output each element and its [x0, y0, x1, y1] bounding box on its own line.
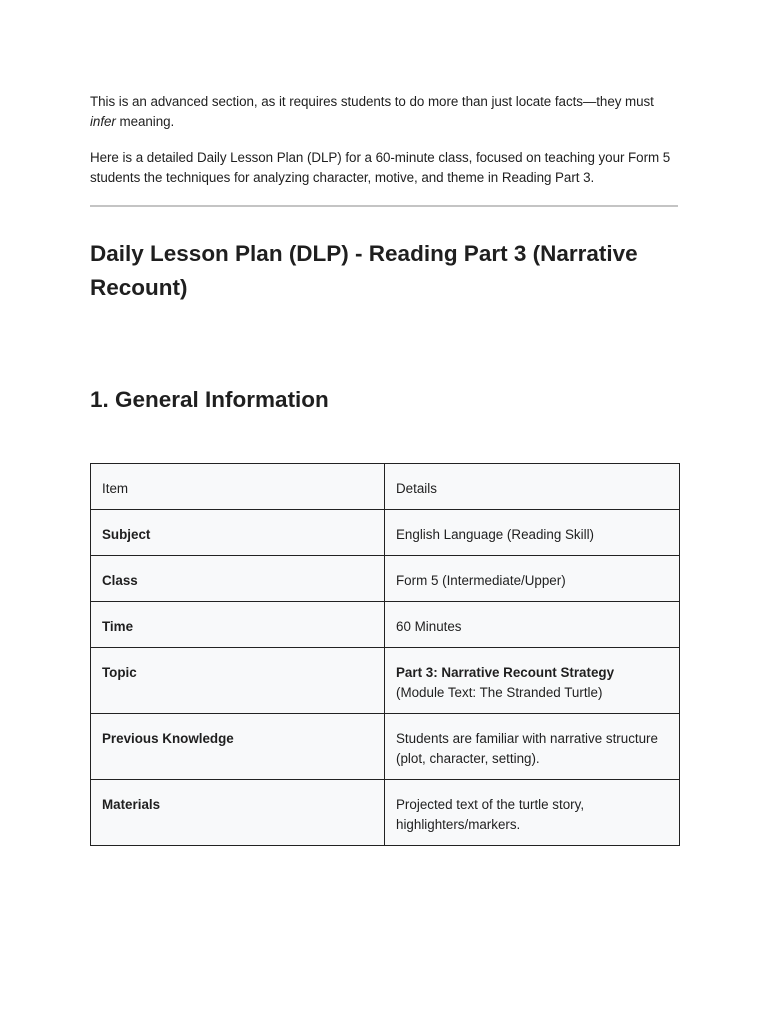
- intro-paragraph-1: [90, 92, 678, 132]
- section-heading-general-information: 1. General Information: [90, 387, 329, 412]
- table-row: [91, 556, 680, 602]
- table-item-cell: Topic: [91, 648, 385, 714]
- table-details-cell: Projected text of the turtle story, highlighters/markers.: [385, 780, 680, 846]
- table-details-cell: 60 Minutes: [385, 602, 680, 648]
- topic-module-text: (Module Text: The Stranded Turtle): [396, 685, 603, 700]
- intro-p1-end: meaning.: [115, 114, 175, 129]
- table-row: [91, 714, 680, 780]
- intro-p1-italic: infer: [90, 114, 116, 129]
- page-title: Daily Lesson Plan (DLP) - Reading Part 3 (Narrative Recount): [90, 241, 638, 300]
- table-item-cell: Subject: [91, 510, 385, 556]
- table-details-cell: Students are familiar with narrative structure (plot, character, setting).: [385, 714, 680, 780]
- table-row: [91, 648, 680, 714]
- table-row: [91, 510, 680, 556]
- table-header-row: [91, 464, 680, 510]
- table-row: [91, 602, 680, 648]
- table-header-cell: Details: [385, 464, 680, 510]
- table-item-cell: Previous Knowledge: [91, 714, 385, 780]
- general-information-table: [90, 463, 680, 846]
- table-row: [91, 780, 680, 846]
- table-details-cell: [385, 648, 680, 714]
- intro-paragraph-2: Here is a detailed Daily Lesson Plan (DLP) for a 60-minute class, focused on teaching your Form 5 students the techniques for analyzing character, motive, and theme in Reading Part 3.: [90, 150, 671, 185]
- topic-bold-text: Part 3: Narrative Recount Strategy: [396, 665, 615, 680]
- table-item-cell: Time: [91, 602, 385, 648]
- intro-p1-text: This is an advanced section, as it requires students to do more than just locate facts—they must: [90, 94, 654, 109]
- horizontal-rule: [90, 205, 678, 207]
- table-item-cell: Materials: [91, 780, 385, 846]
- table-header-cell: Item: [91, 464, 385, 510]
- table-details-cell: Form 5 (Intermediate/Upper): [385, 556, 680, 602]
- table-details-cell: English Language (Reading Skill): [385, 510, 680, 556]
- table-item-cell: Class: [91, 556, 385, 602]
